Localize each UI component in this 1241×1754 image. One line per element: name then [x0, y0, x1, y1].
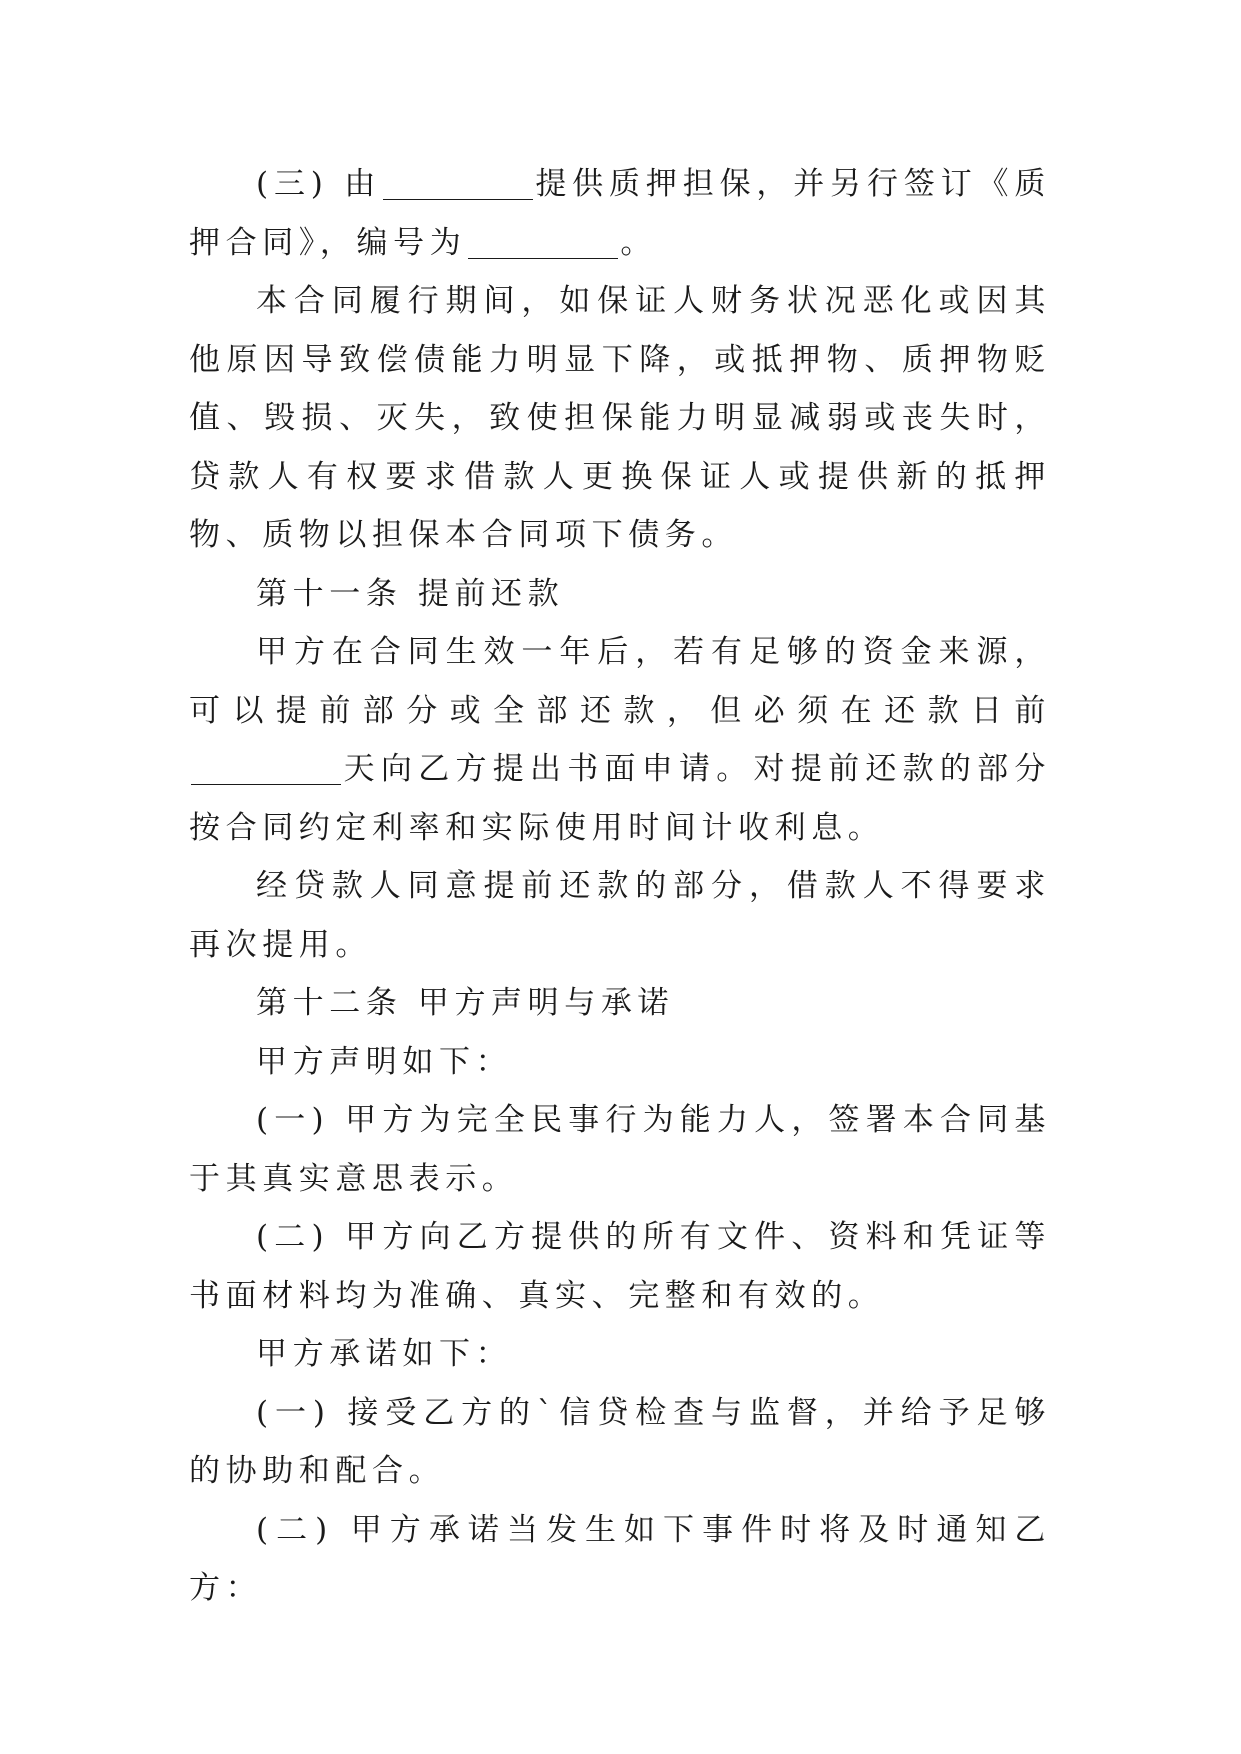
- declaration-item-2: (二) 甲方向乙方提供的所有文件、资料和凭证等书面材料均为准确、真实、完整和有效的。: [189, 1219, 1051, 1314]
- commitment-item-2: (二) 甲方承诺当发生如下事件时将及时通知乙方：: [189, 1511, 1051, 1606]
- no-reuse-paragraph: 经贷款人同意提前还款的部分，借款人不得要求再次提用。: [189, 868, 1051, 963]
- notice-days-blank: [191, 754, 341, 785]
- pledge-text-end: 。: [620, 224, 657, 261]
- declaration-intro: 甲方声明如下：: [256, 1043, 513, 1080]
- prepayment-paragraph: [189, 623, 1051, 857]
- pledger-blank: [383, 169, 533, 200]
- article-12-heading: 第十二条 甲方声明与承诺: [256, 985, 675, 1021]
- prepayment-text-end: 天向乙方提出书面申请。对提前还款的部分按合同约定利率和实际使用时间计收利息。: [189, 751, 1051, 846]
- pledge-text-middle: 提供质押担保，并另行签订《质押合同》，编号为: [189, 166, 1051, 261]
- prepayment-text-start: 甲方在合同生效一年后，若有足够的资金来源，可以提前部分或全部还款，但必须在还款日前: [189, 634, 1051, 729]
- article-11-heading: 第十一条 提前还款: [256, 575, 565, 612]
- contract-number-blank: [468, 228, 618, 259]
- pledge-guarantee-paragraph: [189, 155, 1051, 272]
- pledge-text-start: (三) 由: [256, 166, 382, 202]
- commitment-intro: 甲方承诺如下：: [256, 1336, 513, 1372]
- declaration-item-1: (一) 甲方为完全民事行为能力人，签署本合同基于其真实意思表示。: [189, 1102, 1051, 1197]
- guarantee-change-paragraph: 本合同履行期间，如保证人财务状况恶化或因其他原因导致偿债能力明显下降，或抵押物、质押物贬值、毁损、灭失，致使担保能力明显减弱或丧失时，贷款人有权要求借款人更换保证人或提供新的抵押物、质物以担保本合同项下债务。: [189, 283, 1051, 553]
- document-body: [189, 155, 1051, 1618]
- commitment-item-1: (一) 接受乙方的`信贷检查与监督，并给予足够的协助和配合。: [189, 1394, 1051, 1489]
